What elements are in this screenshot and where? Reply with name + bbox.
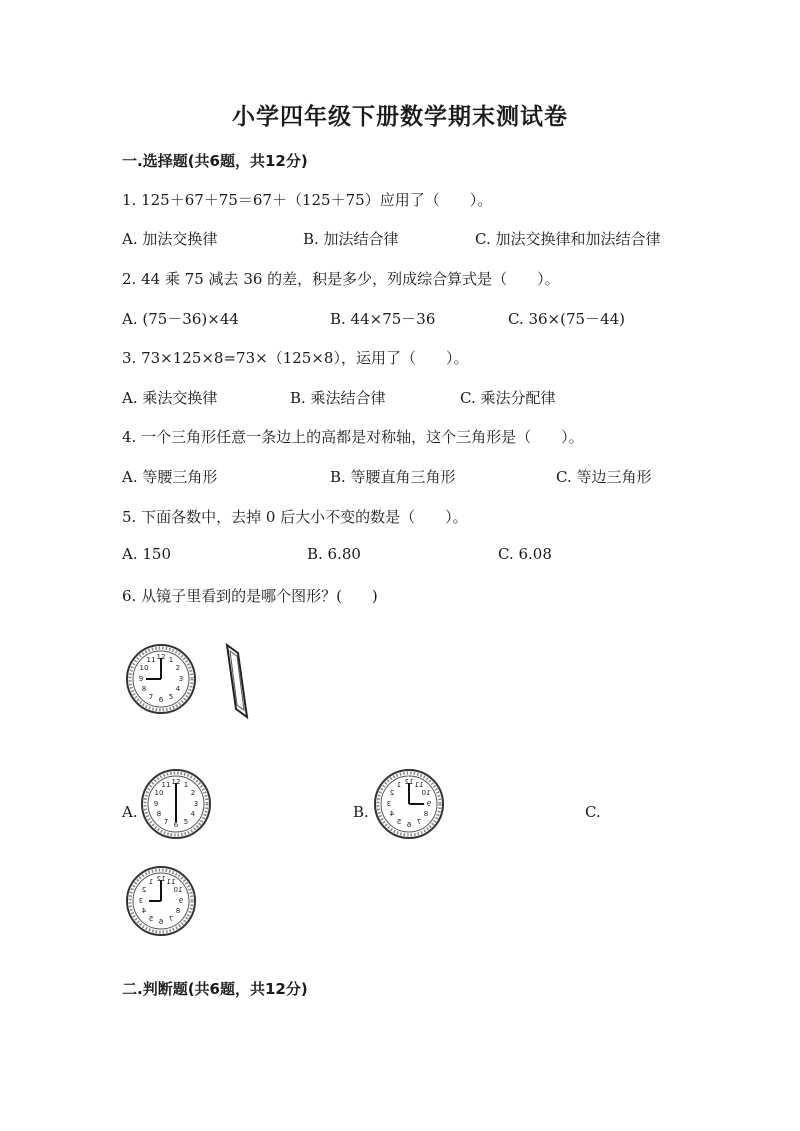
svg-text:2: 2	[190, 789, 196, 797]
section-heading-judgement: 二.判断题(共6题，共12分)	[122, 980, 308, 998]
q4-option-c: C. 等边三角形	[556, 468, 652, 486]
svg-text:12: 12	[156, 653, 166, 661]
q3-option-c: C. 乘法分配律	[460, 389, 556, 407]
q6-option-a: A.	[122, 803, 138, 821]
svg-text:10: 10	[154, 789, 164, 797]
svg-text:9: 9	[178, 897, 184, 905]
svg-text:6: 6	[158, 918, 164, 926]
svg-text:7: 7	[168, 915, 174, 923]
svg-text:2: 2	[141, 886, 147, 894]
svg-text:7: 7	[416, 818, 422, 826]
question-3: 3. 73×125×8=73×（125×8），运用了（ ）。	[122, 349, 469, 367]
svg-text:3: 3	[386, 800, 392, 808]
svg-text:9: 9	[138, 675, 144, 683]
svg-text:3: 3	[193, 800, 199, 808]
q6-option-b: B.	[353, 803, 369, 821]
svg-text:4: 4	[141, 907, 147, 915]
q1-option-b: B. 加法结合律	[303, 230, 399, 248]
svg-text:7: 7	[148, 693, 154, 701]
svg-text:1: 1	[168, 656, 174, 664]
svg-text:7: 7	[163, 818, 169, 826]
mirror-image	[224, 643, 250, 719]
q3-option-a: A. 乘法交换律	[122, 389, 218, 407]
q5-option-a: A. 150	[122, 545, 171, 563]
svg-text:3: 3	[178, 675, 184, 683]
section-heading-choice: 一.选择题(共6题，共12分)	[122, 152, 308, 170]
q4-option-a: A. 等腰三角形	[122, 468, 218, 486]
svg-text:9: 9	[153, 800, 159, 808]
svg-text:1: 1	[396, 781, 402, 789]
svg-text:6: 6	[406, 821, 412, 829]
svg-text:12: 12	[404, 778, 414, 786]
svg-text:10: 10	[139, 664, 149, 672]
svg-text:3: 3	[138, 897, 144, 905]
svg-text:9: 9	[426, 800, 432, 808]
svg-text:8: 8	[423, 810, 429, 818]
svg-text:12: 12	[156, 875, 166, 883]
q2-option-a: A. (75－36)×44	[122, 310, 239, 328]
svg-text:5: 5	[148, 915, 154, 923]
q2-option-c: C. 36×(75－44)	[508, 310, 626, 328]
question-6: 6. 从镜子里看到的是哪个图形？( )	[122, 587, 378, 605]
svg-text:4: 4	[175, 685, 181, 693]
question-2: 2. 44 乘 75 减去 36 的差，积是多少，列成综合算式是（ ）。	[122, 270, 560, 288]
q5-option-b: B. 6.80	[307, 545, 361, 563]
q1-option-c: C. 加法交换律和加法结合律	[475, 230, 661, 248]
q5-option-c: C. 6.08	[498, 545, 552, 563]
svg-text:5: 5	[183, 818, 189, 826]
svg-text:11: 11	[146, 656, 156, 664]
q3-option-b: B. 乘法结合律	[290, 389, 386, 407]
svg-text:10: 10	[173, 886, 183, 894]
svg-text:5: 5	[168, 693, 174, 701]
option-a-clock-image	[140, 768, 212, 840]
svg-text:1: 1	[183, 781, 189, 789]
svg-text:8: 8	[156, 810, 162, 818]
question-5: 5. 下面各数中，去掉 0 后大小不变的数是（ ）。	[122, 508, 468, 526]
svg-text:10: 10	[421, 789, 431, 797]
svg-text:11: 11	[414, 781, 424, 789]
question-1: 1. 125＋67＋75＝67＋（125＋75）应用了（ ）。	[122, 191, 493, 209]
svg-text:2: 2	[389, 789, 395, 797]
q1-option-a: A. 加法交换律	[122, 230, 218, 248]
question-4: 4. 一个三角形任意一条边上的高都是对称轴，这个三角形是（ ）。	[122, 428, 584, 446]
q4-option-b: B. 等腰直角三角形	[330, 468, 456, 486]
svg-text:6: 6	[158, 696, 164, 704]
svg-text:1: 1	[148, 878, 154, 886]
option-b-clock-image	[373, 768, 445, 840]
page-title: 小学四年级下册数学期末测试卷	[232, 103, 568, 130]
q6-option-c: C.	[585, 803, 601, 821]
svg-text:6: 6	[173, 821, 179, 829]
svg-text:2: 2	[175, 664, 181, 672]
svg-text:8: 8	[141, 685, 147, 693]
q2-option-b: B. 44×75－36	[330, 310, 436, 328]
option-c-clock-image	[125, 865, 197, 937]
svg-text:12: 12	[171, 778, 181, 786]
svg-text:11: 11	[161, 781, 171, 789]
svg-text:5: 5	[396, 818, 402, 826]
svg-text:11: 11	[166, 878, 176, 886]
svg-text:8: 8	[175, 907, 181, 915]
reference-clock-image	[125, 643, 197, 715]
svg-text:4: 4	[190, 810, 196, 818]
svg-text:4: 4	[389, 810, 395, 818]
